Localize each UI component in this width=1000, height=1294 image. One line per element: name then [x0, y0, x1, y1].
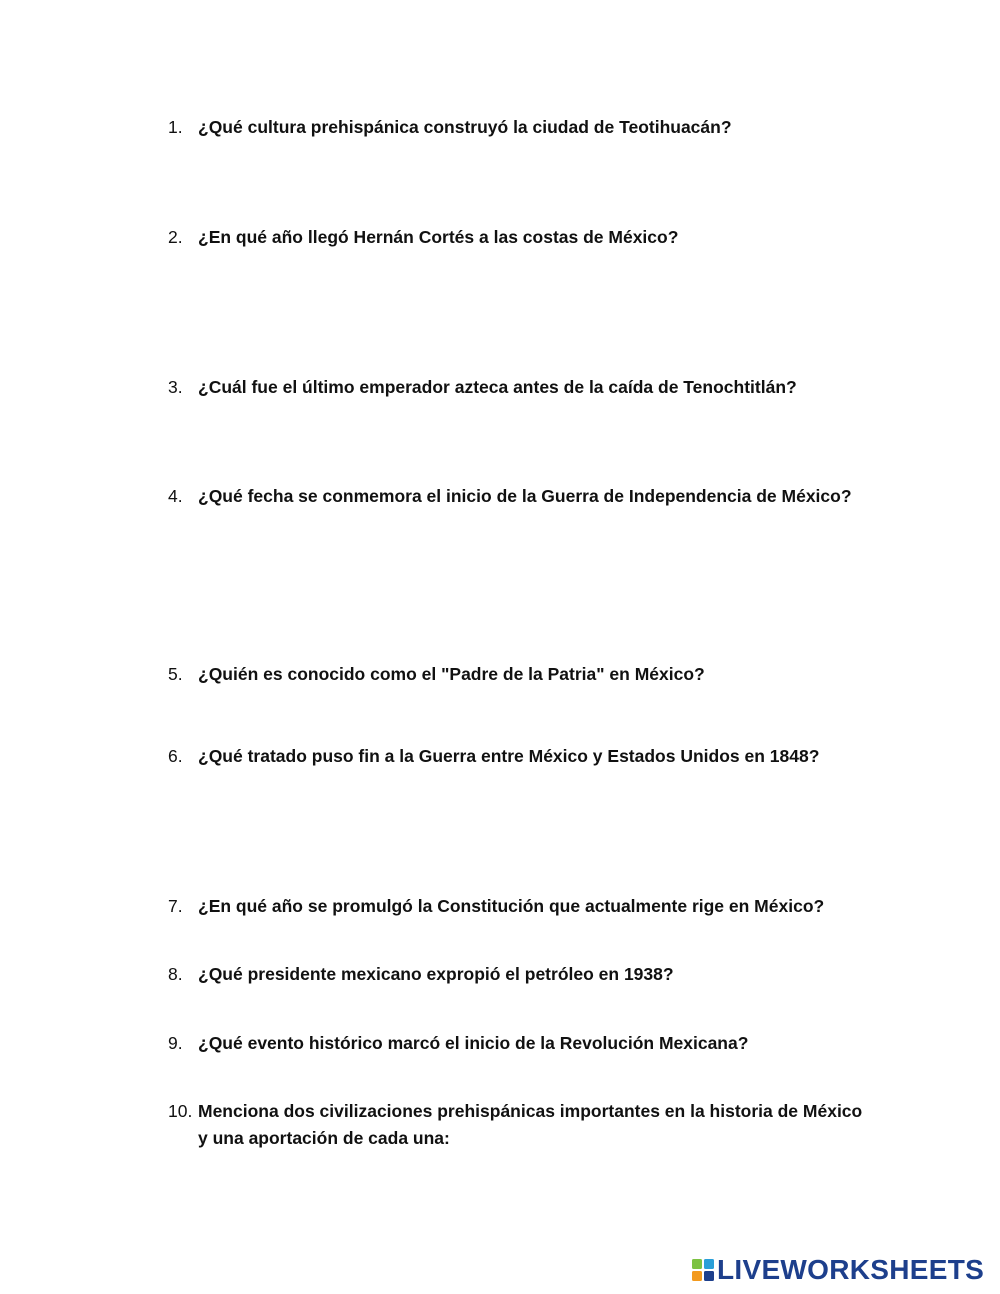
question-text: Menciona dos civilizaciones prehispánicas importantes en la historia de México y una aportación de cada una:	[198, 1101, 863, 1148]
question-8	[168, 961, 868, 988]
question-5	[168, 661, 868, 688]
logo-text: LIVEWORKSHEETS	[717, 1254, 985, 1285]
question-number: 4.	[168, 486, 183, 506]
question-number: 1.	[168, 117, 183, 137]
question-text: ¿En qué año se promulgó la Constitución que actualmente rige en México?	[198, 896, 825, 916]
question-text: ¿Cuál fue el último emperador azteca antes de la caída de Tenochtitlán?	[198, 377, 797, 397]
question-text: ¿Quién es conocido como el "Padre de la Patria" en México?	[198, 664, 705, 684]
question-number: 2.	[168, 227, 183, 247]
question-number: 3.	[168, 377, 183, 397]
question-text: ¿Qué evento histórico marcó el inicio de la Revolución Mexicana?	[198, 1033, 749, 1053]
question-text: ¿En qué año llegó Hernán Cortés a las costas de México?	[198, 227, 679, 247]
question-text: ¿Qué cultura prehispánica construyó la ciudad de Teotihuacán?	[198, 117, 732, 137]
question-text: ¿Qué presidente mexicano expropió el petróleo en 1938?	[198, 964, 674, 984]
liveworksheets-logo	[692, 1254, 984, 1286]
question-number: 5.	[168, 664, 183, 684]
question-9	[168, 1030, 868, 1057]
question-number: 6.	[168, 746, 183, 766]
question-text: ¿Qué fecha se conmemora el inicio de la Guerra de Independencia de México?	[198, 486, 852, 506]
question-number: 9.	[168, 1033, 183, 1053]
question-4	[168, 483, 868, 510]
question-number: 8.	[168, 964, 183, 984]
question-3	[168, 374, 868, 401]
question-2	[168, 224, 868, 251]
question-text: ¿Qué tratado puso fin a la Guerra entre México y Estados Unidos en 1848?	[198, 746, 820, 766]
question-number: 7.	[168, 896, 183, 916]
question-7	[168, 893, 868, 920]
liveworksheets-mark-icon	[692, 1259, 714, 1281]
question-6	[168, 743, 868, 770]
question-10	[168, 1098, 868, 1152]
question-number: 10.	[168, 1101, 193, 1121]
question-1	[168, 114, 868, 141]
